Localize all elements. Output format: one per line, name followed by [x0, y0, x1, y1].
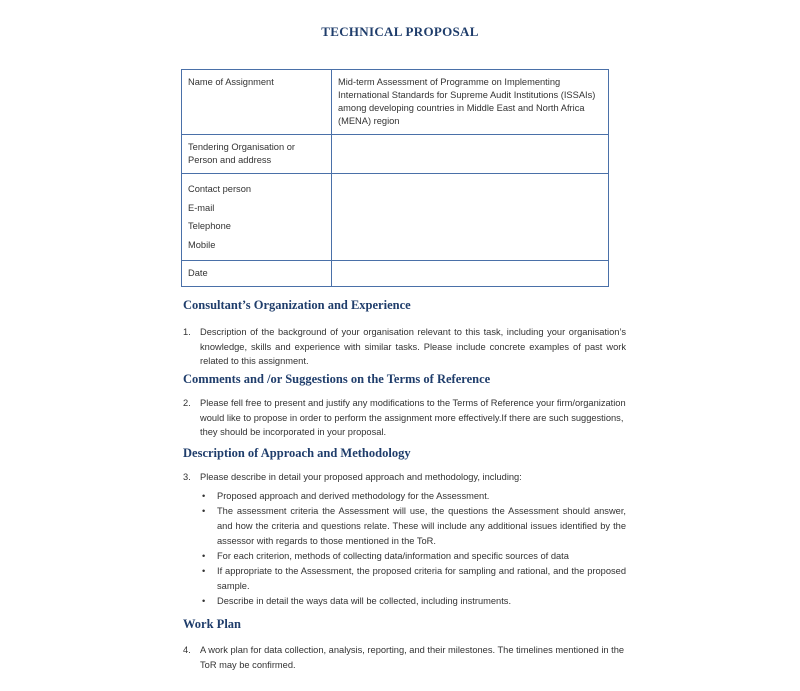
list-item: • Proposed approach and derived methodology for the Assessment. — [200, 489, 626, 504]
table-row — [182, 70, 609, 135]
bullet-icon: • — [202, 550, 206, 561]
section-heading-work-plan: Work Plan — [183, 617, 241, 631]
item-text: Please describe in detail your proposed approach and methodology, including: — [200, 472, 522, 482]
item-number: 4. — [183, 645, 191, 655]
bullet-icon: • — [202, 506, 206, 517]
list-item — [183, 643, 626, 672]
assignment-value: Mid-term Assessment of Programme on Implementing International Standards for Supreme Audit Institutions (ISSAIs) among developing countries in Middle East and North Africa (MENA) region — [332, 70, 609, 135]
bullet-icon: • — [202, 566, 206, 577]
section-heading-comments: Comments and /or Suggestions on the Terms of Reference — [183, 372, 491, 386]
contact-cell — [182, 174, 332, 261]
item-number: 2. — [183, 398, 191, 408]
date-value — [332, 261, 609, 287]
item-number: 1. — [183, 327, 191, 337]
telephone-label: Telephone — [188, 221, 231, 231]
table-row — [182, 174, 609, 261]
tendering-label: Tendering Organisation or Person and address — [182, 135, 332, 174]
list-item — [183, 396, 626, 440]
bullet-icon: • — [202, 491, 206, 501]
contact-value — [332, 174, 609, 261]
item-number: 3. — [183, 472, 191, 482]
assignment-label: Name of Assignment — [182, 70, 332, 135]
mobile-label: Mobile — [188, 239, 216, 250]
assignment-info-table — [181, 69, 609, 287]
tendering-value — [332, 135, 609, 174]
list-item — [183, 470, 626, 485]
page-title: TECHNICAL PROPOSAL — [321, 24, 479, 39]
list-item: • If appropriate to the Assessment, the proposed criteria for sampling and rational, and the proposed sample. — [202, 566, 626, 591]
list-item — [183, 325, 626, 369]
list-item: • The assessment criteria the Assessment will use, the questions the Assessment should answer, and how the criteria and questions relate. These will include any additional issues identified by the assessor with regards to those mentioned in the ToR. — [202, 506, 626, 546]
table-row — [182, 135, 609, 174]
list-item: • Describe in detail the ways data will be collected, including instruments. — [200, 594, 626, 609]
table-row — [182, 261, 609, 287]
section-heading-organization: Consultant’s Organization and Experience — [183, 298, 411, 312]
bullet-icon: • — [202, 596, 206, 607]
date-label: Date — [182, 261, 332, 287]
approach-bullet-list — [200, 489, 626, 609]
list-item: • For each criterion, methods of collecting data/information and specific sources of data — [200, 549, 626, 564]
item-text: Please fell free to present and justify any modifications to the Terms of Reference your firm/organization would like to propose in order to perform the assignment more effectively.If there are such suggestions, they should be incorporated in your proposal. — [200, 398, 626, 437]
section-heading-approach: Description of Approach and Methodology — [183, 446, 411, 460]
item-text: Description of the background of your organisation relevant to this task, including your organisation’s knowledge, skills and experience with similar tasks. Please include concrete examples of past work related to this assignment. — [200, 327, 626, 366]
item-text: A work plan for data collection, analysis, reporting, and their milestones. The timelines mentioned in the ToR may be confirmed. — [200, 645, 625, 670]
email-label: E-mail — [188, 202, 215, 213]
contact-label: Contact person — [188, 184, 252, 194]
